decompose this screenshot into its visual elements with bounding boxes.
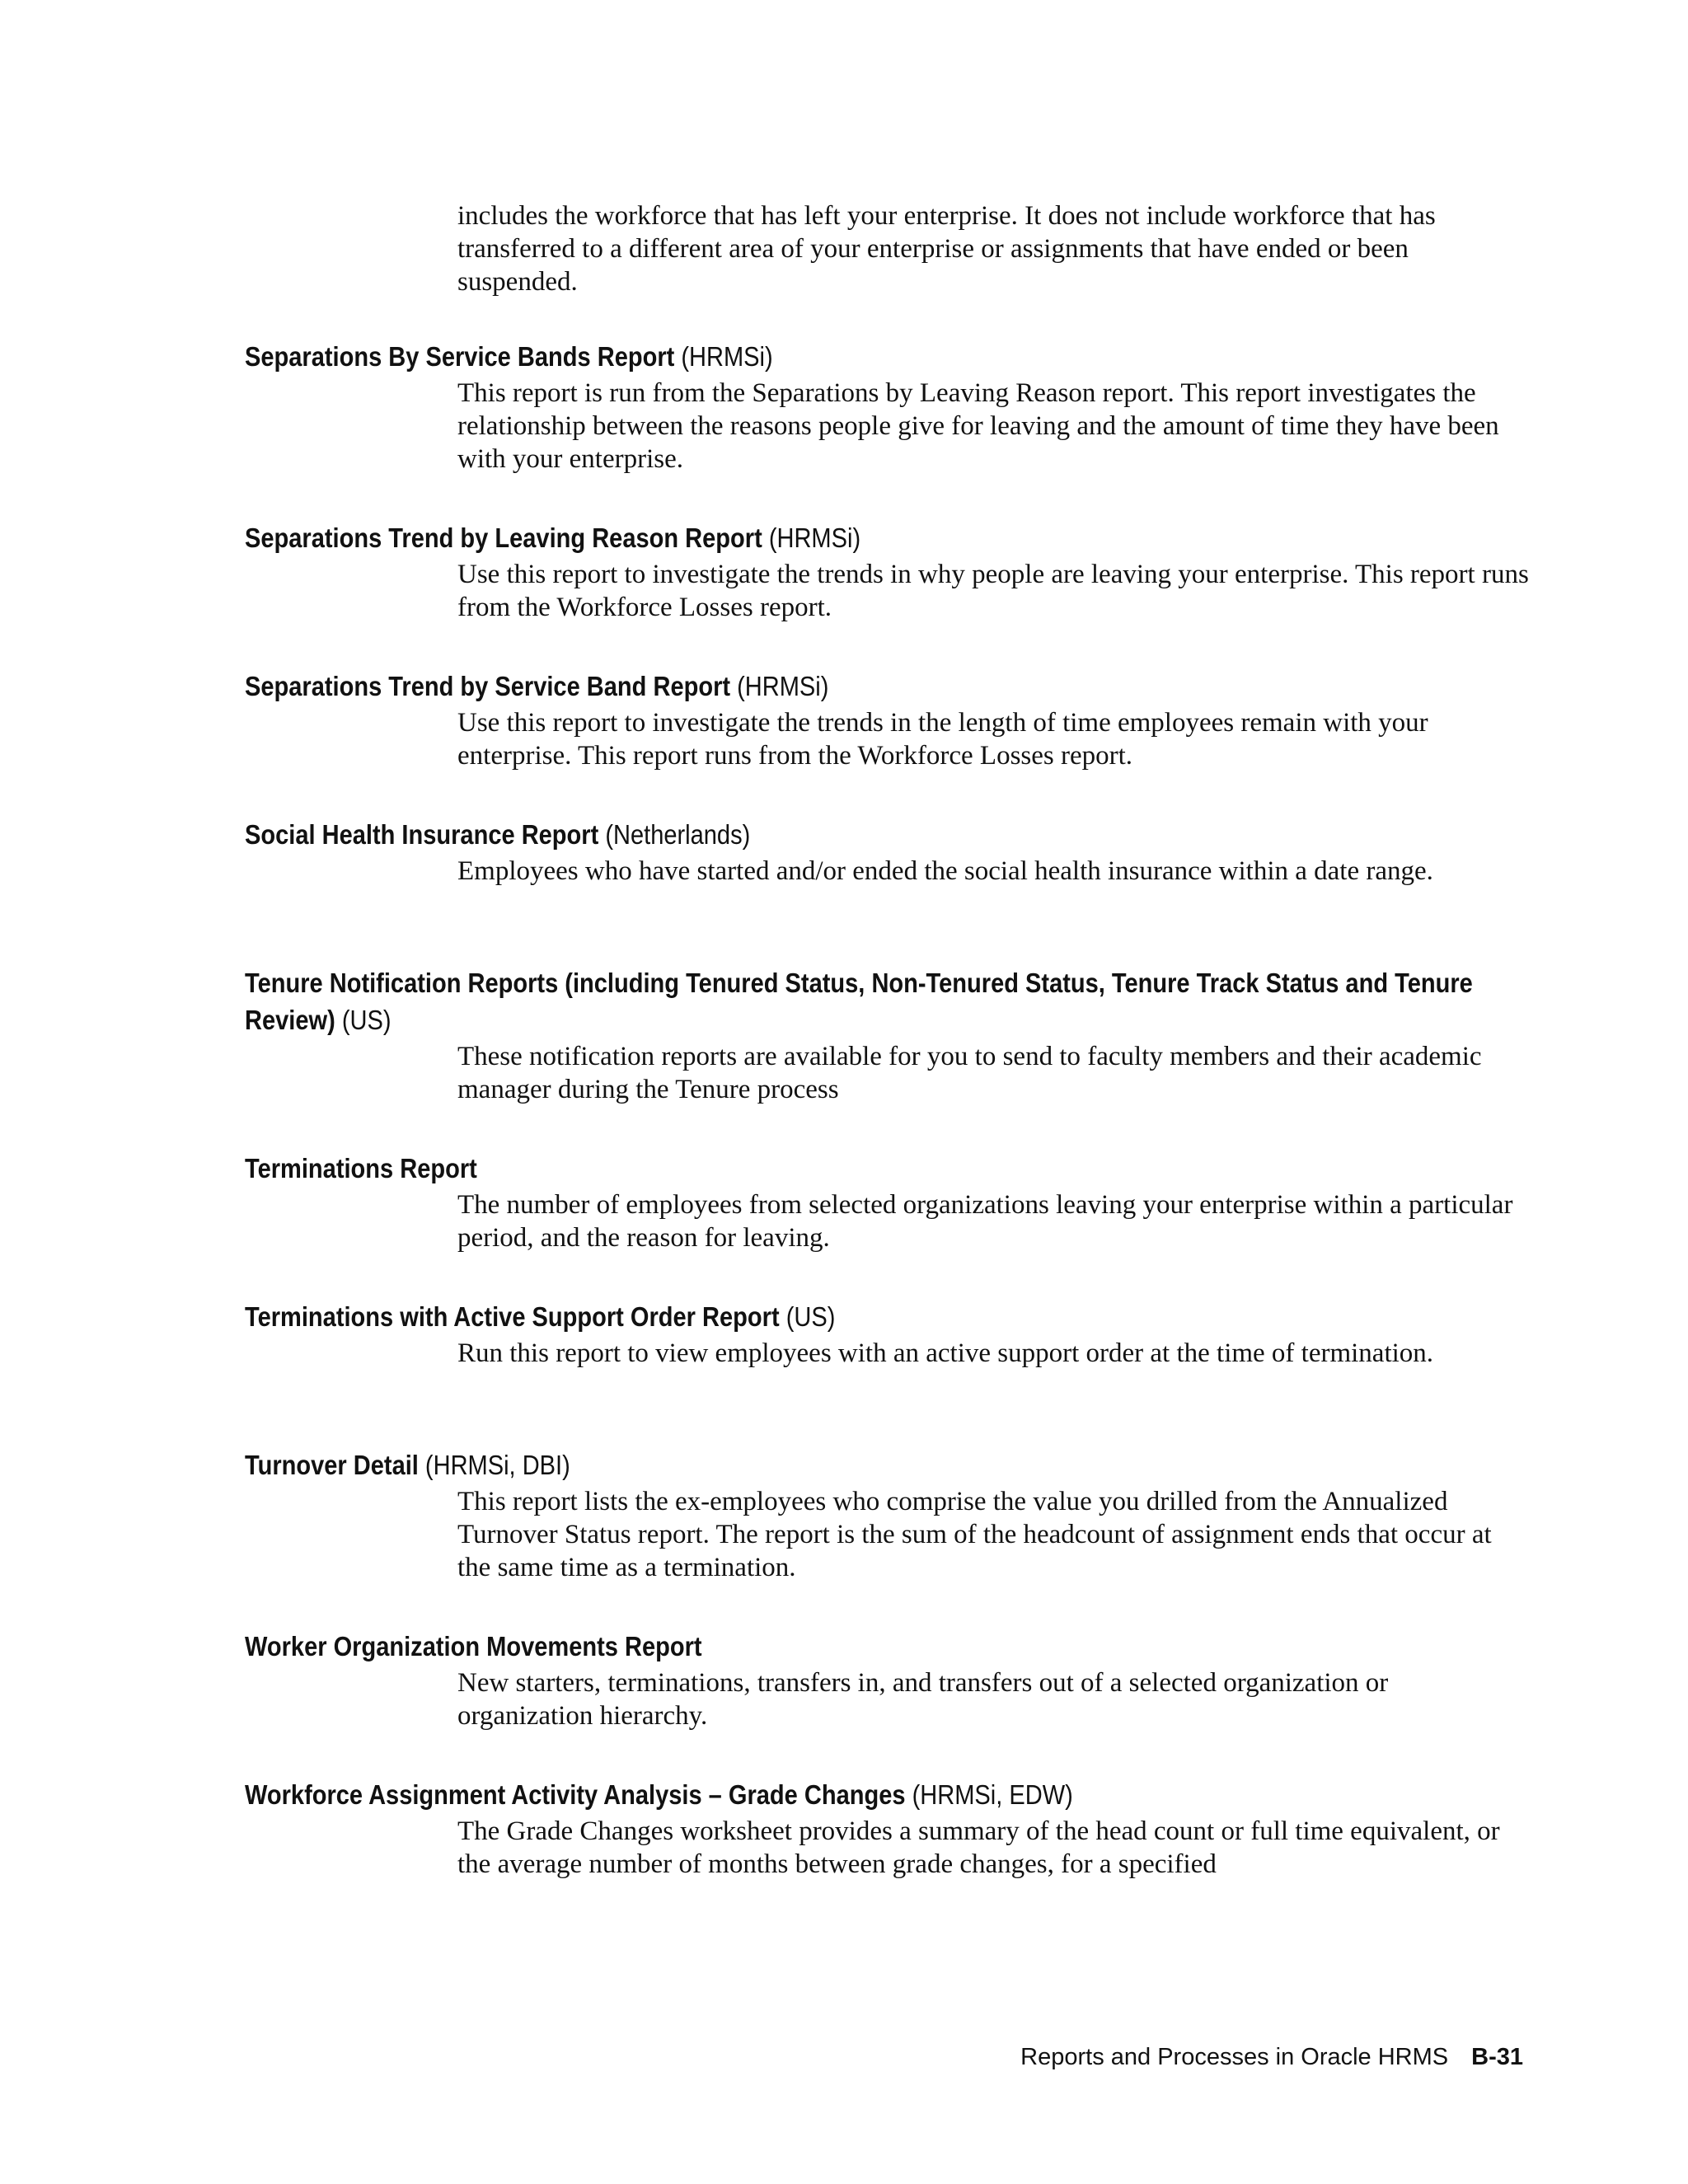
report-entry-terminations-active-support-order [245, 1298, 1531, 1370]
report-description: This report lists the ex-employees who comprise the value you drilled from the Annualized Turnover Status report. The report is the sum of the headcount of assignment ends that occur at the same time as a termination. [457, 1487, 1492, 1582]
report-title: Separations By Service Bands Report [245, 341, 675, 372]
report-heading [245, 1446, 1531, 1483]
report-heading [245, 1298, 1531, 1335]
report-title: Terminations Report [245, 1153, 477, 1183]
report-title: Worker Organization Movements Report [245, 1631, 702, 1661]
report-entry-tenure-notification [245, 964, 1531, 1106]
report-tag: (US) [341, 1005, 392, 1035]
report-title: Turnover Detail [245, 1450, 419, 1480]
report-title: Tenure Notification Reports (including Tenured Status, Non-Tenured Status, Tenure Track Status and Tenure Review) [245, 968, 1473, 1035]
report-entry-social-health-insurance [245, 816, 1531, 888]
report-heading [245, 816, 1531, 853]
footer-section-title: Reports and Processes in Oracle HRMS [1020, 2044, 1449, 2070]
report-entry-separations-trend-service-band [245, 668, 1531, 772]
report-heading [245, 668, 1531, 705]
intro-paragraph: includes the workforce that has left your enterprise. It does not include workforce that has transferred to a different area of your enterprise or assignments that have ended or been suspended. [457, 201, 1436, 297]
report-title: Social Health Insurance Report [245, 819, 599, 850]
report-description: The Grade Changes worksheet provides a summary of the head count or full time equivalent, or the average number of months between grade changes, for a specified [457, 1816, 1500, 1879]
report-heading [245, 1776, 1531, 1813]
report-entry-workforce-assignment-grade-changes [245, 1776, 1531, 1881]
report-heading [245, 964, 1531, 1038]
report-heading [245, 1628, 1531, 1665]
report-description: Run this report to view employees with an active support order at the time of termination. [457, 1338, 1434, 1368]
report-tag: (HRMSi, DBI) [424, 1450, 570, 1480]
report-heading [245, 338, 1531, 375]
report-description: This report is run from the Separations by Leaving Reason report. This report investigates the relationship between the reasons people give for leaving and the amount of time they have been with your enterprise. [457, 378, 1499, 474]
report-entry-turnover-detail [245, 1446, 1531, 1584]
page-footer [824, 2042, 1523, 2072]
report-title: Separations Trend by Leaving Reason Report [245, 523, 762, 553]
report-description: The number of employees from selected organizations leaving your enterprise within a particular period, and the reason for leaving. [457, 1190, 1513, 1253]
report-description: New starters, terminations, transfers in, and transfers out of a selected organization or organization hierarchy. [457, 1668, 1389, 1731]
report-description: Employees who have started and/or ended the social health insurance within a date range. [457, 856, 1433, 886]
report-tag: (HRMSi) [681, 341, 773, 372]
report-title: Separations Trend by Service Band Report [245, 671, 731, 701]
report-tag: (HRMSi) [768, 523, 861, 553]
report-entry-separations-by-service-bands [245, 338, 1531, 476]
report-title: Terminations with Active Support Order Report [245, 1301, 780, 1332]
footer-page-number: B-31 [1471, 2044, 1523, 2070]
report-tag: (Netherlands) [605, 819, 751, 850]
report-tag: (HRMSi) [737, 671, 829, 701]
report-tag: (HRMSi, EDW) [912, 1779, 1073, 1810]
report-tag: (US) [785, 1301, 836, 1332]
report-title: Workforce Assignment Activity Analysis – Grade Changes [245, 1779, 906, 1810]
report-entry-terminations [245, 1150, 1531, 1254]
report-entry-worker-organization-movements [245, 1628, 1531, 1732]
report-heading [245, 519, 1531, 556]
report-description: Use this report to investigate the trends in why people are leaving your enterprise. This report runs from the Workforce Losses report. [457, 560, 1529, 622]
report-description: These notification reports are available for you to send to faculty members and their academic manager during the Tenure process [457, 1042, 1482, 1104]
report-entry-separations-trend-leaving-reason [245, 519, 1531, 624]
report-heading [245, 1150, 1531, 1187]
report-description: Use this report to investigate the trends in the length of time employees remain with your enterprise. This report runs from the Workforce Losses report. [457, 708, 1428, 771]
